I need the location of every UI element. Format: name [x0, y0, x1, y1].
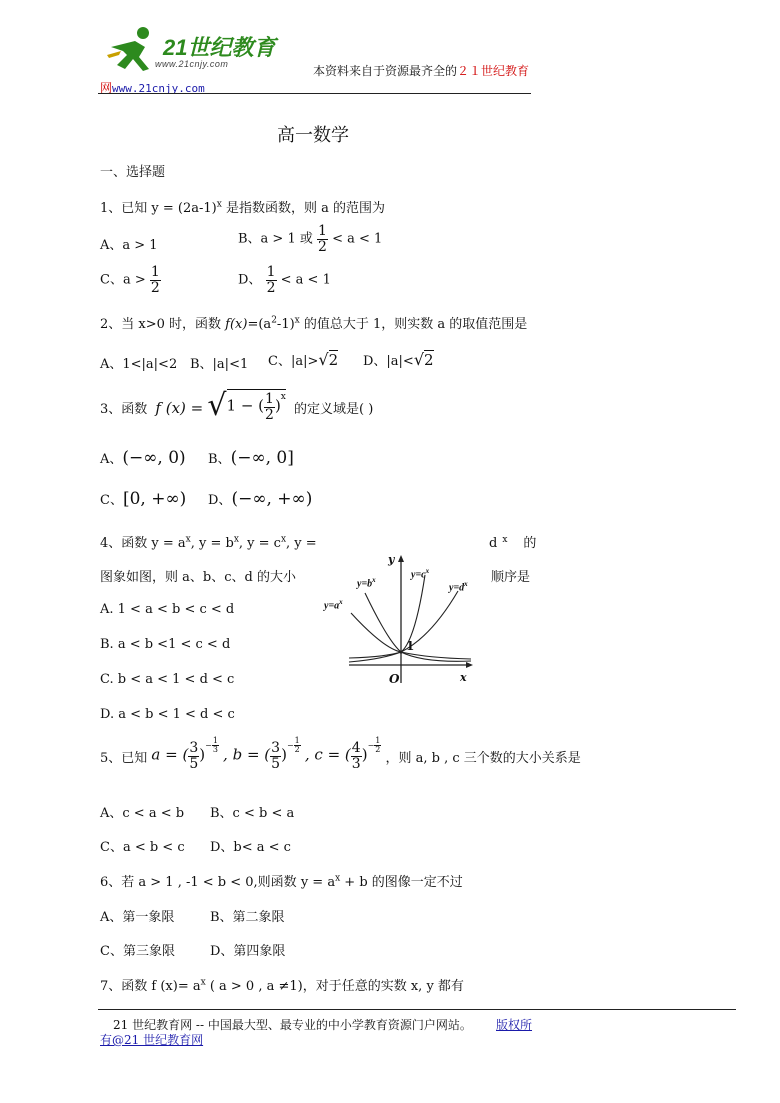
q3-option-d[interactable]: D、(−∞, +∞) [208, 489, 313, 509]
q5-option-a[interactable]: A、c < a < b [100, 806, 185, 821]
question-4-stem-right: d $^x$ 的 [489, 534, 537, 551]
question-4-line2-right: 顺序是 [491, 570, 531, 585]
q2-option-a[interactable]: A、1<|a|<2 [100, 357, 178, 372]
q4-option-a[interactable]: A. 1 < a < b < c < d [100, 602, 235, 617]
sqrt-icon: √ [318, 350, 329, 369]
sqrt-icon: √ [413, 350, 425, 369]
q6-option-d[interactable]: D、第四象限 [210, 944, 286, 959]
q3-option-b[interactable]: B、(−∞, 0] [208, 448, 294, 468]
question-6-stem: 6、若 a > 1 , -1 < b < 0,则函数 $y = a^x + b$ 的图像一定不过 [100, 873, 463, 890]
graph-label-d: $y=d^x$ [449, 580, 468, 594]
logo [105, 25, 290, 75]
q4-option-d[interactable]: D. a < b < 1 < d < c [100, 707, 235, 722]
graph-one-label: 1 [406, 639, 415, 653]
footer-copyright-link-2[interactable]: 有@21 世纪教育网 [100, 1033, 204, 1047]
q2-option-c[interactable]: C、|a|>√2 [268, 350, 339, 369]
q1-option-c[interactable]: C、a > $\frac{1}{2}$ [100, 264, 160, 296]
q1-option-d[interactable]: D、 $\frac{1}{2}$ < a < 1 [238, 264, 331, 296]
q4-option-c[interactable]: C. b < a < 1 < d < c [100, 672, 235, 687]
footer-text: 21 世纪教育网 -- 中国最大型、最专业的中小学教育资源门户网站。 [113, 1018, 472, 1032]
question-4-stem: 4、函数 $y = a^x$, $y = b^x$, $y = c^x$, y = [100, 534, 317, 551]
footer-copyright-link-1[interactable]: 版权所 [496, 1018, 533, 1032]
question-1-stem: 1、已知 $y = (2a-1)^x$ 是指数函数，则 a 的范围为 [100, 199, 385, 216]
graph-label-c: $y=c^x$ [411, 567, 430, 581]
graph-label-b: $y=b^x$ [357, 576, 376, 590]
footer-rule [98, 1009, 736, 1010]
q1-option-b[interactable]: B、a > 1 或 $\frac{1}{2}$ < a < 1 [238, 223, 383, 255]
q4-option-b[interactable]: B. a < b <1 < c < d [100, 637, 231, 652]
site-url[interactable]: www.21cnjy.com [112, 82, 205, 95]
graph-origin-label: O [389, 672, 400, 686]
q2-option-b[interactable]: B、|a|<1 [190, 357, 249, 372]
q5-option-b[interactable]: B、c < b < a [210, 806, 295, 821]
graph-label-a: $y=a^x$ [324, 598, 343, 612]
q6-option-c[interactable]: C、第三象限 [100, 944, 175, 959]
header-rule [98, 93, 531, 94]
graph-axis-x-label: x [460, 671, 467, 684]
logo-text: 21世纪教育 [163, 35, 276, 60]
graph-axis-y-label: y [388, 553, 395, 566]
q1-option-a[interactable]: A、a > 1 [100, 238, 158, 253]
q6-option-a[interactable]: A、第一象限 [100, 910, 175, 925]
source-line: 本资料来自于资源最齐全的２１世纪教育 [313, 64, 530, 78]
q5-option-d[interactable]: D、b< a < c [210, 840, 291, 855]
question-7-stem: 7、函数 f $(x)= a^x$ ( a > 0 , a ≠1)，对于任意的实数 x, y 都有 [100, 977, 464, 994]
page-title: 高一数学 [277, 125, 349, 146]
q2-option-d[interactable]: D、|a|<√2 [363, 350, 434, 369]
source-red: ２１世纪教育 [457, 64, 530, 78]
q3-option-c[interactable]: C、[0, +∞) [100, 489, 187, 509]
question-2-stem: 2、当 x>0 时，函数 $f(x)=(a^2-1)^x$ 的值总大于 1，则实数 a 的取值范围是 [100, 315, 528, 332]
logo-url: www.21cnjy.com [155, 59, 229, 69]
q6-option-b[interactable]: B、第二象限 [210, 910, 285, 925]
question-4-line2: 图象如图，则 a、b、c、d 的大小 [100, 570, 296, 585]
section-heading: 一、选择题 [100, 165, 166, 180]
q3-option-a[interactable]: A、(−∞, 0) [100, 448, 186, 468]
site-line: 网www.21cnjy.com [100, 81, 205, 95]
sqrt-icon: √ [207, 388, 227, 423]
exponential-graph [323, 553, 473, 685]
q5-option-c[interactable]: C、a < b < c [100, 840, 185, 855]
question-3-stem: 3、函数 f (x) = √1 − ( $\frac{1}{2}$ )$^x$ 的定义域是( ) [100, 388, 374, 423]
question-5-stem: 5、已知 a = ( $\frac{3}{5}$ )$^{- \frac{1}{3}}$ , b = ( $\frac{3}{5}$ )$^{- \frac{1}{2}}$ , c = ( $\frac{4}{3}$ )$^{- \frac{1}{2}}$ ，则 a, b , c 三个数的大小关系是 [100, 736, 581, 772]
